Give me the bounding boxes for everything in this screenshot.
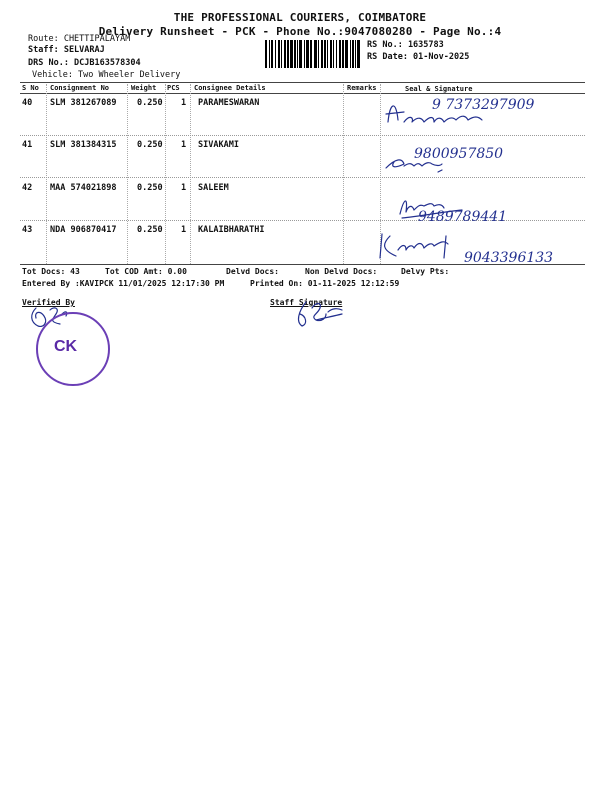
row-separator [20, 135, 585, 136]
total-docs: Tot Docs: 43 [22, 267, 80, 276]
barcode-bar [314, 40, 317, 68]
column-divider [46, 84, 47, 264]
row-sno: 41 [22, 140, 33, 150]
barcode-bar [281, 40, 282, 68]
column-divider [127, 84, 128, 264]
row-consignment: SLM 381384315 [50, 140, 117, 150]
barcode-bar [275, 40, 276, 68]
column-divider [190, 84, 191, 264]
barcode-bar [318, 40, 319, 68]
company-title: THE PROFESSIONAL COURIERS, COIMBATORE [173, 11, 427, 24]
handwritten-phone: 9043396133 [464, 250, 554, 266]
row-pcs: 1 [181, 140, 187, 150]
barcode-bar [287, 40, 289, 68]
col-header-remarks: Remarks [347, 84, 377, 92]
non-delivered-docs: Non Delvd Docs: [305, 267, 378, 276]
stamp-text: CK [54, 338, 78, 355]
handwritten-phone: 9 7373297909 [432, 97, 535, 113]
row-consignment: SLM 381267089 [50, 98, 117, 108]
barcode-bar [304, 40, 305, 68]
barcode-bar [330, 40, 332, 68]
barcode-bar [339, 40, 341, 68]
barcode-bar [294, 40, 296, 68]
barcode-bar [290, 40, 293, 68]
staff-signature-label: Staff Signature [270, 298, 343, 307]
row-pcs: 1 [181, 183, 187, 193]
barcode-bar [350, 40, 351, 68]
barcode-bar [265, 40, 267, 68]
barcode-bar [271, 40, 273, 68]
barcode-bar [299, 40, 302, 68]
col-header-seal: Seal & Signature [405, 85, 473, 93]
col-header-pcs: PCS [167, 84, 180, 92]
row-consignment: NDA 906870417 [50, 225, 117, 235]
staff-signature [292, 298, 352, 332]
barcode [265, 40, 363, 68]
row-sno: 42 [22, 183, 33, 193]
rs-date: RS Date: 01-Nov-2025 [367, 52, 470, 62]
entered-by: Entered By :KAVIPCK 11/01/2025 12:17:30 PM [22, 279, 225, 288]
row-consignee: KALAIBHARATHI [198, 225, 265, 235]
total-cod-amount: Tot COD Amt: 0.00 [105, 267, 187, 276]
signature-row-42 [382, 186, 582, 228]
vehicle-label: Vehicle: Two Wheeler Delivery [32, 70, 181, 80]
barcode-bar [297, 40, 298, 68]
row-consignee: SIVAKAMI [198, 140, 239, 150]
staff-label: Staff: SELVARAJ [28, 45, 105, 55]
handwritten-phone: 9489789441 [418, 209, 508, 225]
barcode-bar [321, 40, 323, 68]
column-divider [165, 84, 166, 264]
row-pcs: 1 [181, 98, 187, 108]
barcode-bar [327, 40, 328, 68]
barcode-bar [336, 40, 337, 68]
barcode-bar [278, 40, 280, 68]
col-header-sno: S No [22, 84, 39, 92]
row-consignee: PARAMESWARAN [198, 98, 260, 108]
signature-row-40 [382, 92, 582, 134]
row-sno: 40 [22, 98, 33, 108]
printed-on: Printed On: 01-11-2025 12:12:59 [250, 279, 400, 288]
barcode-bar [333, 40, 334, 68]
signature-row-41 [382, 138, 582, 178]
handwritten-phone: 9800957850 [414, 146, 504, 162]
barcode-bar [310, 40, 312, 68]
drs-number: DRS No.: DCJB163578304 [28, 58, 141, 68]
row-weight: 0.250 [137, 140, 163, 150]
rs-number: RS No.: 1635783 [367, 40, 444, 50]
runsheet-title: Delivery Runsheet - PCK - Phone No.:9047080280 - Page No.:4 [98, 25, 502, 38]
column-divider [343, 84, 344, 264]
row-pcs: 1 [181, 225, 187, 235]
route-label: Route: CHETTIPALAYAM [28, 34, 131, 44]
row-weight: 0.250 [137, 183, 163, 193]
barcode-bar [345, 40, 348, 68]
barcode-bar [284, 40, 286, 68]
barcode-bar [269, 40, 270, 68]
row-consignee: SALEEM [198, 183, 229, 193]
barcode-bar [306, 40, 309, 68]
barcode-bar [357, 40, 360, 68]
office-stamp [36, 312, 110, 386]
barcode-bar [355, 40, 356, 68]
col-header-consignee: Consignee Details [194, 84, 266, 92]
barcode-bar [352, 40, 354, 68]
barcode-bar [324, 40, 326, 68]
row-sno: 43 [22, 225, 33, 235]
delivered-docs: Delvd Docs: [226, 267, 279, 276]
col-header-consignment: Consignment No [50, 84, 110, 92]
col-header-weight: Weight [131, 84, 157, 92]
row-weight: 0.250 [137, 98, 163, 108]
barcode-bar [342, 40, 344, 68]
signature-scribble [380, 234, 448, 258]
signature-row-43 [376, 228, 586, 268]
verified-by-label: Verified By [22, 298, 75, 307]
row-weight: 0.250 [137, 225, 163, 235]
delivery-points: Delvy Pts: [401, 267, 450, 276]
row-consignment: MAA 574021898 [50, 183, 117, 193]
table-top-rule [20, 82, 585, 83]
